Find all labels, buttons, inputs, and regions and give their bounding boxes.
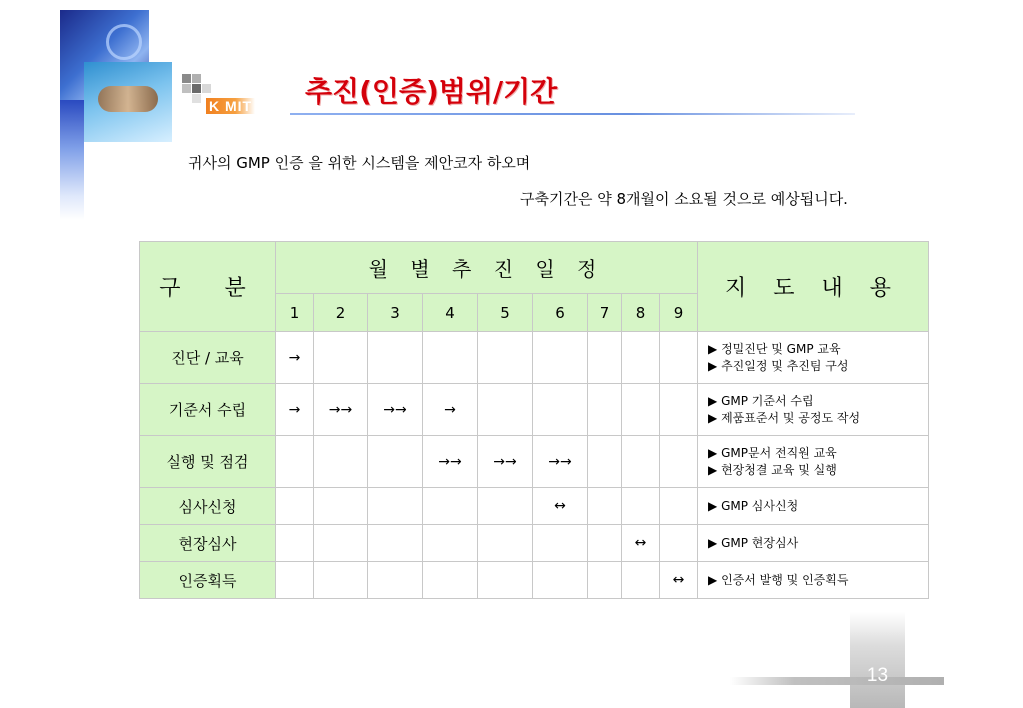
row-description	[698, 436, 929, 488]
schedule-cell: →	[276, 384, 314, 436]
schedule-cell	[423, 562, 478, 599]
schedule-cell: →→	[478, 436, 533, 488]
schedule-cell	[588, 525, 622, 562]
schedule-cell	[588, 436, 622, 488]
schedule-cell	[276, 436, 314, 488]
page-number: 13	[866, 665, 889, 686]
schedule-cell	[276, 562, 314, 599]
schedule-table	[139, 241, 929, 599]
company-logo: K MIT	[206, 98, 255, 114]
schedule-cell: →→	[423, 436, 478, 488]
schedule-cell	[622, 488, 660, 525]
row-description	[698, 525, 929, 562]
schedule-cell	[368, 332, 423, 384]
table-row	[140, 332, 929, 384]
row-label: 기준서 수립	[140, 384, 276, 436]
header-monthly-schedule: 월 별 추 진 일 정	[276, 242, 698, 294]
row-label: 진단 / 교육	[140, 332, 276, 384]
description-line: ▶ GMP 기준서 수립	[708, 393, 814, 408]
schedule-cell	[533, 562, 588, 599]
table-row	[140, 562, 929, 599]
schedule-cell	[588, 488, 622, 525]
month-header-5: 5	[478, 294, 533, 332]
schedule-cell: ↔	[660, 562, 698, 599]
schedule-cell: ↔	[533, 488, 588, 525]
header-guidance-content: 지 도 내 용	[698, 242, 929, 332]
table-row	[140, 488, 929, 525]
schedule-cell	[660, 488, 698, 525]
schedule-cell	[622, 436, 660, 488]
schedule-cell	[276, 488, 314, 525]
schedule-cell	[478, 525, 533, 562]
schedule-cell	[533, 332, 588, 384]
schedule-cell: →	[276, 332, 314, 384]
row-label: 현장심사	[140, 525, 276, 562]
row-description	[698, 332, 929, 384]
schedule-cell: ↔	[622, 525, 660, 562]
schedule-cell	[622, 562, 660, 599]
description-line: ▶ GMP 현장심사	[708, 535, 799, 550]
schedule-cell	[588, 332, 622, 384]
row-label: 심사신청	[140, 488, 276, 525]
schedule-cell	[423, 525, 478, 562]
schedule-cell	[368, 562, 423, 599]
description-line: ▶ 추진일정 및 추진팀 구성	[708, 358, 849, 373]
schedule-cell: →→	[533, 436, 588, 488]
intro-line-2: 구축기간은 약 8개월이 소요될 것으로 예상됩니다.	[520, 190, 848, 208]
schedule-cell	[314, 488, 368, 525]
month-header-3: 3	[368, 294, 423, 332]
schedule-cell	[478, 384, 533, 436]
schedule-cell	[478, 332, 533, 384]
schedule-cell	[533, 525, 588, 562]
header-photo-handshake	[84, 62, 172, 142]
schedule-cell	[478, 562, 533, 599]
row-description	[698, 488, 929, 525]
schedule-cell	[423, 332, 478, 384]
schedule-cell	[660, 384, 698, 436]
description-line: ▶ GMP 심사신청	[708, 498, 799, 513]
schedule-cell: →→	[314, 384, 368, 436]
schedule-cell	[368, 436, 423, 488]
schedule-cell	[533, 384, 588, 436]
month-header-4: 4	[423, 294, 478, 332]
description-line: ▶ 인증서 발행 및 인증획득	[708, 572, 849, 587]
schedule-cell	[276, 525, 314, 562]
page-number-bar	[730, 677, 944, 685]
description-line: ▶ 현장청결 교육 및 실행	[708, 462, 837, 477]
schedule-cell	[622, 332, 660, 384]
row-description	[698, 562, 929, 599]
month-header-7: 7	[588, 294, 622, 332]
month-header-8: 8	[622, 294, 660, 332]
schedule-cell	[314, 525, 368, 562]
schedule-cell	[588, 384, 622, 436]
page-title: 추진(인증)범위/기간	[305, 75, 558, 108]
schedule-cell	[314, 436, 368, 488]
table-row	[140, 384, 929, 436]
description-line: ▶ 제품표준서 및 공정도 작성	[708, 410, 861, 425]
schedule-cell	[368, 488, 423, 525]
schedule-cell: →	[423, 384, 478, 436]
description-line: ▶ 정밀진단 및 GMP 교육	[708, 341, 841, 356]
schedule-cell	[622, 384, 660, 436]
description-line: ▶ GMP문서 전직원 교육	[708, 445, 837, 460]
row-label: 실행 및 점검	[140, 436, 276, 488]
side-gradient-strip	[60, 100, 84, 220]
row-description	[698, 384, 929, 436]
month-header-2: 2	[314, 294, 368, 332]
schedule-cell: →→	[368, 384, 423, 436]
schedule-cell	[314, 332, 368, 384]
month-header-6: 6	[533, 294, 588, 332]
globe-ring-icon	[106, 24, 142, 60]
header-category: 구 분	[140, 242, 276, 332]
schedule-cell	[660, 436, 698, 488]
month-header-1: 1	[276, 294, 314, 332]
page-number-box	[850, 612, 905, 708]
schedule-cell	[478, 488, 533, 525]
handshake-icon	[98, 86, 158, 112]
title-underline	[290, 113, 855, 115]
schedule-cell	[660, 332, 698, 384]
schedule-cell	[660, 525, 698, 562]
schedule-cell	[314, 562, 368, 599]
table-row	[140, 525, 929, 562]
table-row	[140, 436, 929, 488]
month-header-9: 9	[660, 294, 698, 332]
schedule-cell	[423, 488, 478, 525]
row-label: 인증획득	[140, 562, 276, 599]
schedule-cell	[368, 525, 423, 562]
intro-line-1: 귀사의 GMP 인증 을 위한 시스템을 제안코자 하오며	[188, 154, 531, 172]
schedule-cell	[588, 562, 622, 599]
